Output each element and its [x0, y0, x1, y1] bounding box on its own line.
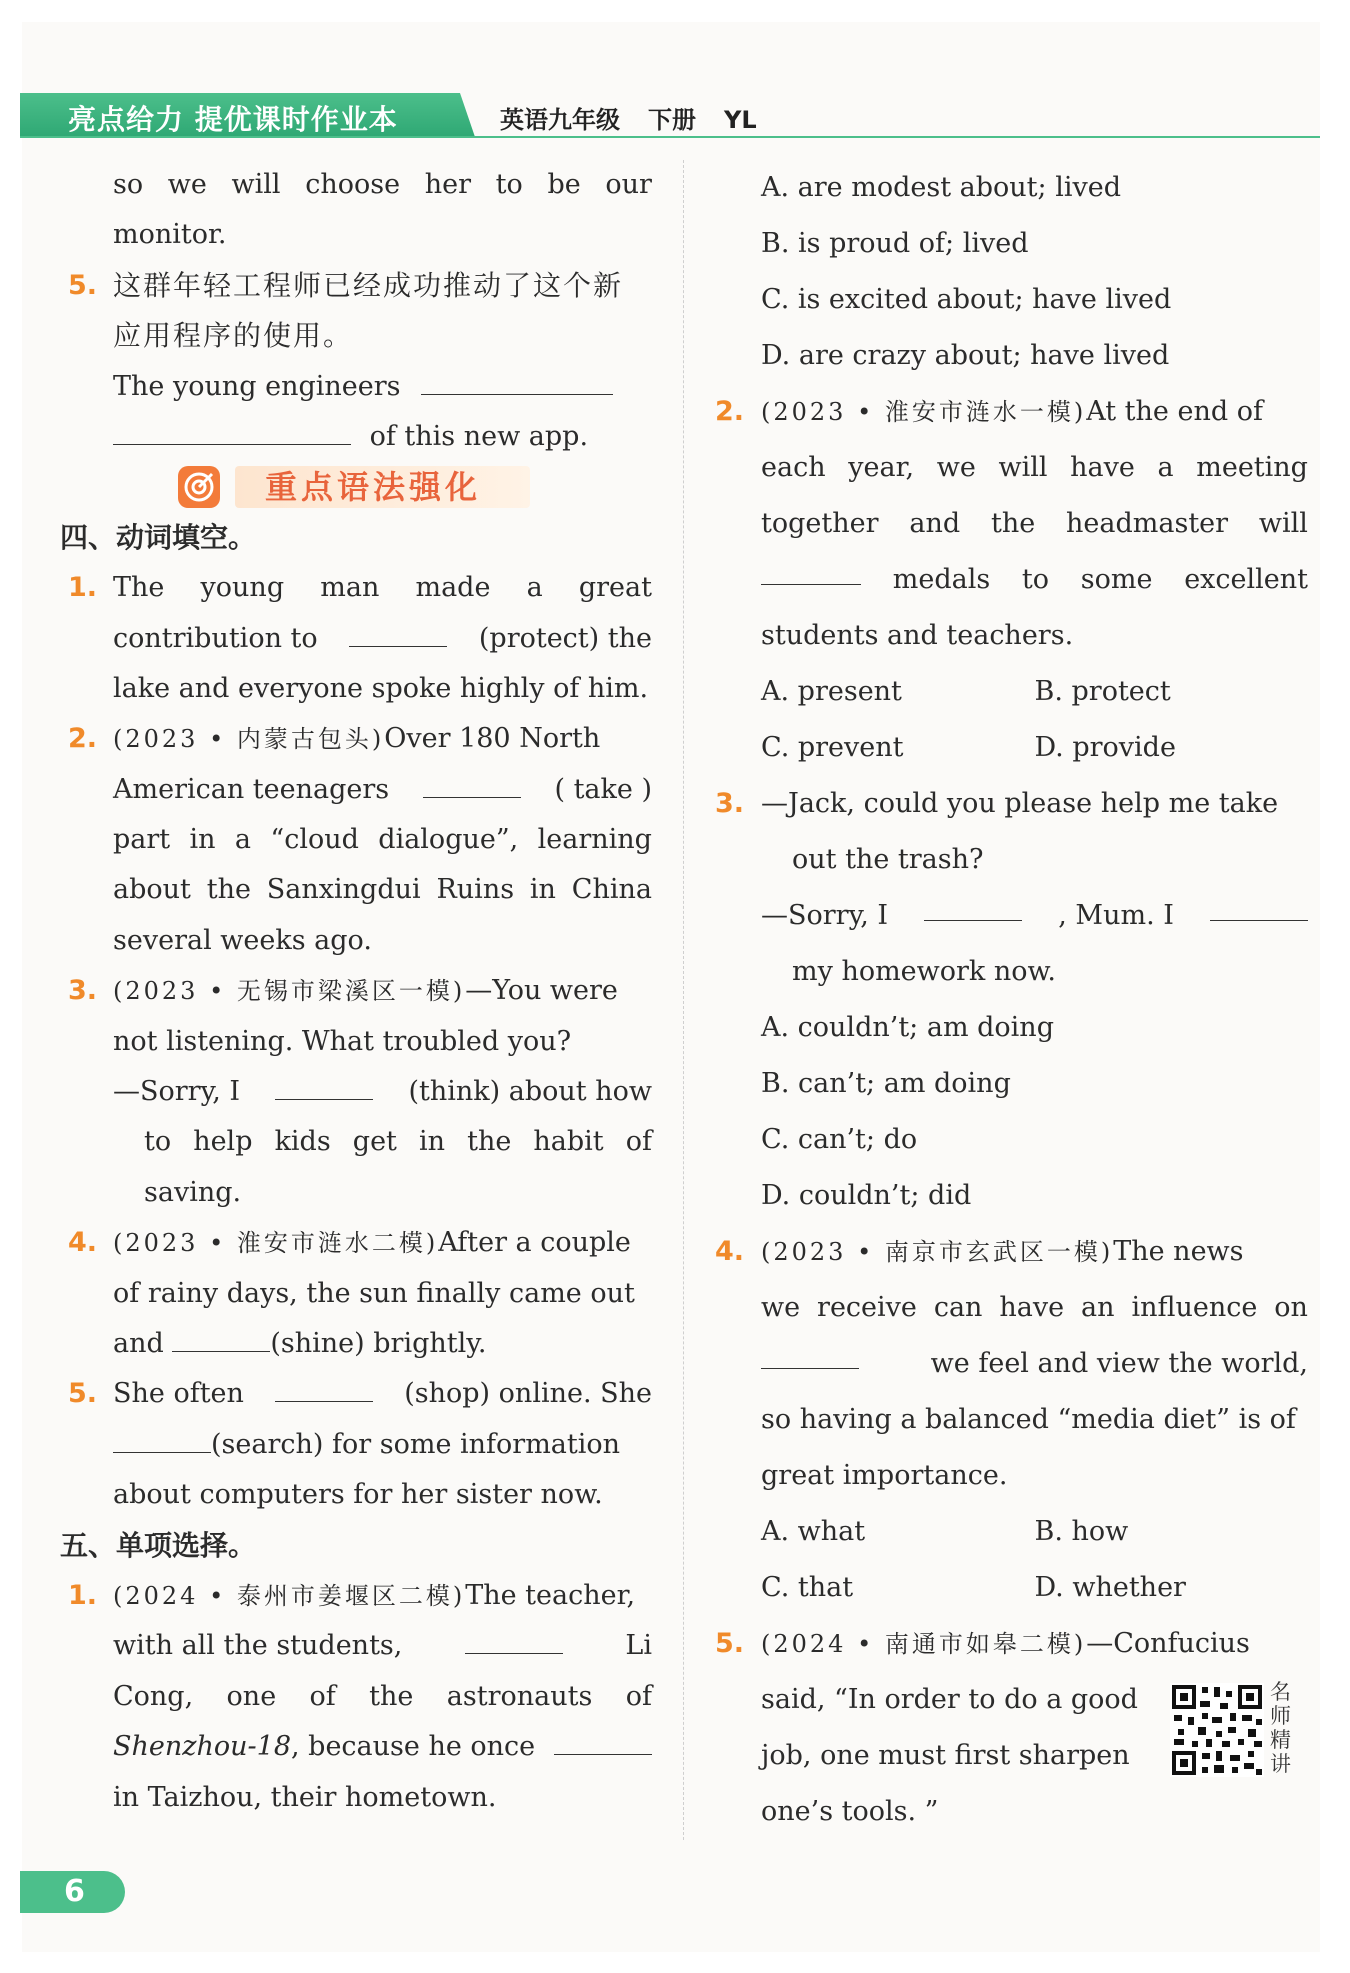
answer-blank[interactable] [113, 412, 351, 445]
question-1b: 1. (2024 • 泰州市姜堰区二模)The teacher, [68, 1579, 636, 1611]
volume: 下册 [648, 106, 696, 134]
answer-blank[interactable] [421, 362, 613, 395]
answer-blank[interactable] [275, 1067, 373, 1100]
question-5b: 5. She often (shop) online. She [60, 1369, 652, 1419]
target-icon [178, 466, 220, 508]
grammar-banner [60, 462, 652, 512]
option[interactable]: D. couldn’t; did [761, 1180, 972, 1211]
answer-blank[interactable] [1210, 888, 1308, 921]
edition: YL [724, 106, 757, 134]
question-1: 1. The young man made a great [68, 572, 652, 604]
answer-blank[interactable] [761, 1336, 859, 1369]
option[interactable]: B. protect [1034, 676, 1171, 707]
answer-blank[interactable] [172, 1319, 270, 1352]
answer-blank[interactable] [554, 1722, 652, 1755]
answer-blank[interactable] [465, 1621, 563, 1654]
question-4r: 4. (2023 • 南京市玄武区一模)The news [715, 1236, 1244, 1267]
option[interactable]: C. can’t; do [761, 1124, 918, 1155]
header-rule [20, 136, 1320, 138]
page-header [20, 93, 1320, 139]
answer-blank[interactable] [924, 888, 1022, 921]
option[interactable]: A. are modest about; lived [761, 172, 1121, 203]
option[interactable]: C. that [761, 1572, 854, 1603]
answer-blank[interactable] [423, 765, 521, 798]
question-5r: 5. (2024 • 南通市如皋二模)—Confucius [715, 1628, 1250, 1659]
option[interactable]: D. provide [1034, 732, 1176, 763]
answer-blank[interactable] [275, 1369, 373, 1402]
question-4: 4. (2023 • 淮安市涟水二模)After a couple [68, 1227, 631, 1259]
subject: 英语九年级 [500, 106, 620, 134]
option[interactable]: A. couldn’t; am doing [761, 1012, 1054, 1043]
page-number: 6 [64, 1874, 85, 1909]
banner-title: 重点语法强化 [265, 468, 482, 507]
page-number-badge [20, 1871, 125, 1913]
option[interactable]: B. how [1034, 1516, 1129, 1547]
header-meta [500, 100, 785, 135]
text-line: so we will choose her to be our [113, 169, 652, 200]
left-column: so we will choose her to be our monitor. 5. 这群年轻工程师已经成功推动了这个新 应用程序的使用。 The young engineers of this new app. 重点语法强化 四、动词填空。 1. The young man made a great contribution to (protect) the lake and everyone spoke highly of him. 2. (2023 • 内蒙古包头)Over 180 North American teenagers ( take ) part in a “cloud dialogue”, learning about the Sanxingdui Ruins in China several weeks ago. 3. (2023 • 无锡市梁溪区一模)—You were not listening. What troubled you? —Sorry, I (think) about how to help kids get in the habit of saving. 4. (2023 • 淮安市涟水二模)After a couple of rainy days, the sun finally came out and (shine) brightly. 5. She often (shop) online. She (search) for some information about computers for her sister now. 五、单项选择。 1. (2024 • 泰州市姜堰区二模)The teacher, with all the students, Li Cong, one of the astronauts of Shenzhou-18, because he once in Taizhou, their hometown. [60, 160, 652, 1823]
text-line: monitor. [113, 219, 227, 251]
question-2r: 2. (2023 • 淮安市涟水一模)At the end of [715, 396, 1263, 427]
qr-label: 名师精讲 [1270, 1680, 1291, 1776]
question-3: 3. (2023 • 无锡市梁溪区一模)—You were [68, 975, 618, 1007]
option[interactable]: C. prevent [761, 732, 904, 763]
column-divider [683, 160, 684, 1840]
question-3r: 3. —Jack, could you please help me take [715, 788, 1279, 819]
answer-blank[interactable] [349, 614, 447, 647]
option[interactable]: C. is excited about; have lived [761, 284, 1172, 315]
question-5: 5. 这群年轻工程师已经成功推动了这个新 [68, 268, 624, 302]
section-five-title: 五、单项选择。 [60, 1528, 257, 1562]
option[interactable]: D. whether [1034, 1572, 1186, 1603]
section-four-title: 四、动词填空。 [60, 520, 257, 554]
option[interactable]: A. what [761, 1516, 866, 1547]
right-column: A. are modest about; lived B. is proud of; lived C. is excited about; have lived D. are crazy about; have lived 2. (2023 • 淮安市涟水一模)At the end of each year, we will have a meeting together and the headmaster will medals to some excellent students and teachers. A. present B. protect C. prevent D. provide 3. —Jack, could you please help me take out the trash? —Sorry, I , Mum. I my homework now. A. couldn’t; am doing B. can’t; am doing C. can’t; do D. couldn’t; did 4. (2023 • 南京市玄武区一模)The news we receive can have an influence on we feel and view the world, so having a balanced “media diet” is of great importance. A. what B. how C. that D. whether 5. (2024 • 南通市如皋二模)—Confucius said, “In order to do a good job, one must first sharpen one’s tools. ” [708, 160, 1308, 1840]
option[interactable]: B. is proud of; lived [761, 228, 1029, 259]
option[interactable]: D. are crazy about; have lived [761, 340, 1170, 371]
option[interactable]: B. can’t; am doing [761, 1068, 1011, 1099]
question-2: 2. (2023 • 内蒙古包头)Over 180 North [68, 723, 601, 755]
brand-title: 亮点给力 提优课时作业本 [68, 103, 398, 136]
qr-code-icon[interactable] [1170, 1683, 1264, 1777]
answer-blank[interactable] [761, 552, 861, 585]
option[interactable]: A. present [761, 676, 902, 707]
answer-blank[interactable] [113, 1420, 211, 1453]
